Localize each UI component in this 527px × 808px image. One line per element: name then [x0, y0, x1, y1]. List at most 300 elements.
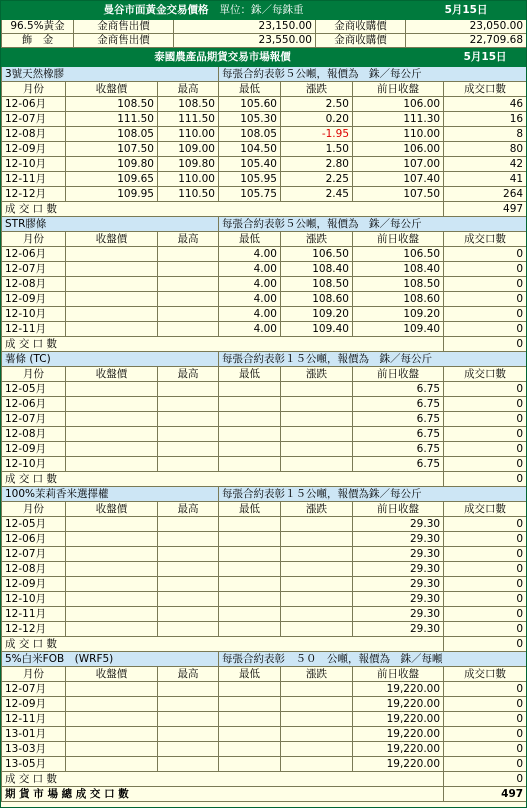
cell-prev-close: 110.00	[353, 127, 444, 142]
futures-date: 5月15日	[444, 49, 527, 67]
cell-low	[219, 427, 281, 442]
column-header-prev-close: 前日收盤	[353, 367, 444, 382]
cell-close	[66, 307, 158, 322]
column-header-low: 最低	[219, 502, 281, 517]
cell-prev-close: 19,220.00	[353, 682, 444, 697]
cell-prev-close: 19,220.00	[353, 697, 444, 712]
grand-total-row	[2, 787, 527, 802]
cell-close: 108.05	[66, 127, 158, 142]
cell-volume: 0	[444, 697, 527, 712]
cell-month: 13-05月	[2, 757, 66, 772]
table-row	[2, 262, 527, 277]
cell-prev-close: 19,220.00	[353, 712, 444, 727]
cell-prev-close: 6.75	[353, 397, 444, 412]
table-row	[2, 412, 527, 427]
cell-high: 110.50	[158, 187, 219, 202]
cell-close	[66, 547, 158, 562]
cell-close: 109.65	[66, 172, 158, 187]
table-row	[2, 592, 527, 607]
cell-close: 109.80	[66, 157, 158, 172]
cell-close: 111.50	[66, 112, 158, 127]
cell-change	[281, 727, 353, 742]
cell-prev-close: 6.75	[353, 412, 444, 427]
table-row	[2, 727, 527, 742]
cell-month: 12-11月	[2, 712, 66, 727]
cell-close	[66, 382, 158, 397]
table-row	[2, 757, 527, 772]
cell-volume: 0	[444, 292, 527, 307]
cell-volume: 0	[444, 247, 527, 262]
cell-volume: 0	[444, 592, 527, 607]
gold-item-name: 飾 金	[2, 34, 74, 48]
cell-prev-close: 108.50	[353, 277, 444, 292]
section-note: 每張合約表彰 ５０ 公噸，報價為 銖／每噸	[219, 652, 527, 667]
cell-high	[158, 277, 219, 292]
cell-change	[281, 382, 353, 397]
cell-prev-close: 29.30	[353, 532, 444, 547]
cell-change: 109.20	[281, 307, 353, 322]
cell-low: 4.00	[219, 247, 281, 262]
gold-item-name: 96.5%黃金	[2, 20, 74, 34]
section-note: 每張合約表彰５公噸，報價為 銖／每公斤	[219, 217, 527, 232]
cell-volume: 0	[444, 322, 527, 337]
cell-close	[66, 757, 158, 772]
cell-prev-close: 19,220.00	[353, 757, 444, 772]
gold-row	[2, 20, 527, 34]
cell-high	[158, 742, 219, 757]
cell-month: 12-12月	[2, 622, 66, 637]
cell-low	[219, 607, 281, 622]
cell-volume: 264	[444, 187, 527, 202]
cell-close	[66, 397, 158, 412]
section-total-value: 497	[444, 202, 527, 217]
cell-prev-close: 19,220.00	[353, 742, 444, 757]
cell-close	[66, 457, 158, 472]
cell-month: 12-07月	[2, 262, 66, 277]
column-header-volume: 成交口數	[444, 367, 527, 382]
cell-volume: 0	[444, 397, 527, 412]
cell-high	[158, 427, 219, 442]
cell-close	[66, 682, 158, 697]
cell-volume: 0	[444, 427, 527, 442]
cell-high	[158, 727, 219, 742]
cell-low	[219, 622, 281, 637]
cell-volume: 0	[444, 547, 527, 562]
table-row	[2, 547, 527, 562]
cell-prev-close: 6.75	[353, 382, 444, 397]
cell-prev-close: 6.75	[353, 427, 444, 442]
cell-low: 104.50	[219, 142, 281, 157]
cell-change: 2.25	[281, 172, 353, 187]
column-header-low: 最低	[219, 367, 281, 382]
cell-change: 108.50	[281, 277, 353, 292]
cell-month: 12-06月	[2, 247, 66, 262]
cell-prev-close: 106.00	[353, 142, 444, 157]
cell-close	[66, 562, 158, 577]
cell-volume: 0	[444, 727, 527, 742]
gold-title: 曼谷市面黃金交易價格	[103, 4, 209, 16]
cell-volume: 0	[444, 607, 527, 622]
cell-high	[158, 622, 219, 637]
cell-change	[281, 607, 353, 622]
table-row	[2, 607, 527, 622]
futures-header-row	[2, 49, 527, 67]
cell-close: 108.50	[66, 97, 158, 112]
cell-volume: 0	[444, 682, 527, 697]
gold-header-row	[2, 2, 527, 20]
cell-prev-close: 109.20	[353, 307, 444, 322]
cell-high	[158, 757, 219, 772]
table-row	[2, 742, 527, 757]
cell-close	[66, 292, 158, 307]
cell-month: 12-07月	[2, 112, 66, 127]
cell-close	[66, 532, 158, 547]
table-row	[2, 517, 527, 532]
cell-prev-close: 19,220.00	[353, 727, 444, 742]
cell-month: 12-08月	[2, 427, 66, 442]
cell-close	[66, 262, 158, 277]
futures-table	[1, 48, 527, 802]
cell-low	[219, 577, 281, 592]
cell-change	[281, 577, 353, 592]
table-row	[2, 712, 527, 727]
gold-buy-label: 金商收購價	[316, 20, 406, 34]
cell-change	[281, 712, 353, 727]
cell-close	[66, 622, 158, 637]
table-row	[2, 127, 527, 142]
cell-low	[219, 457, 281, 472]
section-total-label: 成 交 口 數	[2, 772, 444, 787]
column-header-low: 最低	[219, 82, 281, 97]
column-header-month: 月份	[2, 82, 66, 97]
gold-unit: 單位：銖／每銖重	[219, 4, 304, 16]
table-row	[2, 142, 527, 157]
table-row	[2, 322, 527, 337]
section-name: 5%白米FOB (WRF5)	[2, 652, 219, 667]
table-row	[2, 97, 527, 112]
cell-low: 4.00	[219, 277, 281, 292]
cell-month: 12-06月	[2, 97, 66, 112]
cell-low: 105.40	[219, 157, 281, 172]
cell-month: 12-05月	[2, 517, 66, 532]
cell-low	[219, 592, 281, 607]
section-total-row	[2, 637, 527, 652]
section-total-label: 成 交 口 數	[2, 472, 444, 487]
gold-sell-price: 23,550.00	[174, 34, 316, 48]
section-total-label: 成 交 口 數	[2, 637, 444, 652]
cell-change	[281, 532, 353, 547]
column-header-change: 漲跌	[281, 232, 353, 247]
cell-low	[219, 517, 281, 532]
cell-high: 109.80	[158, 157, 219, 172]
cell-volume: 0	[444, 262, 527, 277]
cell-month: 12-08月	[2, 127, 66, 142]
cell-close	[66, 697, 158, 712]
cell-month: 12-10月	[2, 457, 66, 472]
cell-month: 12-09月	[2, 292, 66, 307]
cell-prev-close: 29.30	[353, 607, 444, 622]
column-header-change: 漲跌	[281, 367, 353, 382]
cell-change: 0.20	[281, 112, 353, 127]
cell-high: 110.00	[158, 172, 219, 187]
cell-low	[219, 532, 281, 547]
cell-low: 4.00	[219, 292, 281, 307]
cell-low	[219, 442, 281, 457]
cell-volume: 0	[444, 307, 527, 322]
section-name: 3號天然橡膠	[2, 67, 219, 82]
column-header-volume: 成交口數	[444, 502, 527, 517]
column-header-close: 收盤價	[66, 502, 158, 517]
column-header-change: 漲跌	[281, 502, 353, 517]
cell-close	[66, 442, 158, 457]
cell-volume: 0	[444, 412, 527, 427]
cell-low	[219, 742, 281, 757]
cell-high	[158, 292, 219, 307]
column-header-high: 最高	[158, 232, 219, 247]
section-note: 每張合約表彰５公噸，報價為 銖／每公斤	[219, 67, 527, 82]
column-header-volume: 成交口數	[444, 82, 527, 97]
cell-low: 4.00	[219, 307, 281, 322]
cell-volume: 0	[444, 442, 527, 457]
section-title-row	[2, 352, 527, 367]
cell-change	[281, 592, 353, 607]
section-name: 100%茉莉香米選擇權	[2, 487, 219, 502]
cell-month: 12-07月	[2, 412, 66, 427]
column-header-month: 月份	[2, 232, 66, 247]
cell-volume: 46	[444, 97, 527, 112]
table-row	[2, 562, 527, 577]
cell-month: 12-11月	[2, 607, 66, 622]
section-total-row	[2, 472, 527, 487]
cell-high	[158, 247, 219, 262]
cell-low: 105.75	[219, 187, 281, 202]
cell-change	[281, 742, 353, 757]
section-title-row	[2, 487, 527, 502]
cell-change: 108.60	[281, 292, 353, 307]
cell-change	[281, 457, 353, 472]
cell-low	[219, 412, 281, 427]
column-header-prev-close: 前日收盤	[353, 232, 444, 247]
table-row	[2, 397, 527, 412]
cell-month: 12-12月	[2, 187, 66, 202]
cell-high	[158, 562, 219, 577]
gold-buy-label: 金商收購價	[316, 34, 406, 48]
column-header-month: 月份	[2, 502, 66, 517]
gold-sell-label: 金商售出價	[74, 34, 174, 48]
cell-high	[158, 457, 219, 472]
cell-high	[158, 532, 219, 547]
column-header-prev-close: 前日收盤	[353, 502, 444, 517]
table-row	[2, 292, 527, 307]
cell-low	[219, 547, 281, 562]
column-header-high: 最高	[158, 667, 219, 682]
gold-buy-price: 22,709.68	[406, 34, 527, 48]
column-header-change: 漲跌	[281, 82, 353, 97]
column-header-month: 月份	[2, 667, 66, 682]
cell-prev-close: 109.40	[353, 322, 444, 337]
cell-prev-close: 108.40	[353, 262, 444, 277]
cell-change: 2.45	[281, 187, 353, 202]
cell-change: 2.50	[281, 97, 353, 112]
cell-high	[158, 307, 219, 322]
cell-month: 12-09月	[2, 442, 66, 457]
section-total-value: 0	[444, 637, 527, 652]
cell-close	[66, 412, 158, 427]
cell-prev-close: 6.75	[353, 442, 444, 457]
cell-close	[66, 607, 158, 622]
column-header-close: 收盤價	[66, 232, 158, 247]
gold-title-cell	[2, 2, 406, 20]
section-total-row	[2, 772, 527, 787]
cell-month: 12-09月	[2, 142, 66, 157]
cell-volume: 0	[444, 562, 527, 577]
table-row	[2, 277, 527, 292]
cell-month: 12-10月	[2, 307, 66, 322]
cell-month: 12-09月	[2, 577, 66, 592]
section-name: 薯條 (TC)	[2, 352, 219, 367]
grand-total-label: 期 貨 市 場 總 成 交 口 數	[2, 787, 444, 802]
cell-month: 12-10月	[2, 592, 66, 607]
cell-close	[66, 712, 158, 727]
cell-low	[219, 397, 281, 412]
cell-close	[66, 592, 158, 607]
cell-high	[158, 697, 219, 712]
cell-prev-close: 29.30	[353, 577, 444, 592]
cell-high	[158, 442, 219, 457]
cell-low: 105.95	[219, 172, 281, 187]
cell-month: 12-10月	[2, 157, 66, 172]
table-row	[2, 682, 527, 697]
section-total-row	[2, 202, 527, 217]
cell-high	[158, 682, 219, 697]
section-total-label: 成 交 口 數	[2, 202, 444, 217]
table-row	[2, 532, 527, 547]
cell-close	[66, 577, 158, 592]
section-note: 每張合約表彰１５公噸，報價為 銖／每公斤	[219, 352, 527, 367]
table-row	[2, 172, 527, 187]
cell-high	[158, 412, 219, 427]
cell-volume: 0	[444, 757, 527, 772]
gold-buy-price: 23,050.00	[406, 20, 527, 34]
cell-volume: 0	[444, 532, 527, 547]
gold-date: 5月15日	[406, 2, 527, 20]
column-header-prev-close: 前日收盤	[353, 667, 444, 682]
cell-change	[281, 682, 353, 697]
section-total-label: 成 交 口 數	[2, 337, 444, 352]
cell-volume: 0	[444, 382, 527, 397]
futures-title: 泰國農產品期貨交易市場報價	[2, 49, 444, 67]
section-total-value: 0	[444, 772, 527, 787]
cell-prev-close: 29.30	[353, 517, 444, 532]
cell-low	[219, 697, 281, 712]
cell-change: 108.40	[281, 262, 353, 277]
cell-low	[219, 682, 281, 697]
cell-month: 12-08月	[2, 277, 66, 292]
cell-prev-close: 108.60	[353, 292, 444, 307]
column-header-row	[2, 502, 527, 517]
column-header-high: 最高	[158, 502, 219, 517]
cell-high	[158, 592, 219, 607]
column-header-close: 收盤價	[66, 667, 158, 682]
cell-volume: 0	[444, 622, 527, 637]
cell-volume: 0	[444, 277, 527, 292]
cell-volume: 16	[444, 112, 527, 127]
cell-change: 106.50	[281, 247, 353, 262]
cell-month: 13-03月	[2, 742, 66, 757]
cell-high: 109.00	[158, 142, 219, 157]
gold-sell-price: 23,150.00	[174, 20, 316, 34]
cell-low	[219, 727, 281, 742]
column-header-row	[2, 367, 527, 382]
column-header-prev-close: 前日收盤	[353, 82, 444, 97]
cell-month: 12-11月	[2, 322, 66, 337]
cell-month: 12-09月	[2, 697, 66, 712]
cell-close	[66, 277, 158, 292]
cell-high	[158, 607, 219, 622]
cell-high: 108.50	[158, 97, 219, 112]
cell-high	[158, 547, 219, 562]
cell-volume: 0	[444, 577, 527, 592]
cell-month: 12-07月	[2, 682, 66, 697]
cell-month: 12-11月	[2, 172, 66, 187]
cell-prev-close: 29.30	[353, 592, 444, 607]
cell-close	[66, 427, 158, 442]
section-title-row	[2, 217, 527, 232]
cell-volume: 80	[444, 142, 527, 157]
column-header-close: 收盤價	[66, 82, 158, 97]
cell-close	[66, 517, 158, 532]
cell-prev-close: 6.75	[353, 457, 444, 472]
cell-low	[219, 382, 281, 397]
section-total-value: 0	[444, 337, 527, 352]
cell-close: 109.95	[66, 187, 158, 202]
cell-low: 105.30	[219, 112, 281, 127]
cell-change	[281, 442, 353, 457]
column-header-row	[2, 82, 527, 97]
column-header-change: 漲跌	[281, 667, 353, 682]
cell-high	[158, 712, 219, 727]
cell-low: 4.00	[219, 262, 281, 277]
cell-high	[158, 382, 219, 397]
cell-close: 107.50	[66, 142, 158, 157]
cell-volume: 8	[444, 127, 527, 142]
cell-month: 12-08月	[2, 562, 66, 577]
table-row	[2, 442, 527, 457]
table-row	[2, 427, 527, 442]
cell-prev-close: 29.30	[353, 547, 444, 562]
cell-high: 110.00	[158, 127, 219, 142]
cell-change	[281, 547, 353, 562]
cell-low: 4.00	[219, 322, 281, 337]
cell-close	[66, 742, 158, 757]
column-header-month: 月份	[2, 367, 66, 382]
table-row	[2, 307, 527, 322]
cell-high	[158, 577, 219, 592]
cell-volume: 41	[444, 172, 527, 187]
cell-change: -1.95	[281, 127, 353, 142]
table-row	[2, 382, 527, 397]
cell-low	[219, 757, 281, 772]
cell-close	[66, 247, 158, 262]
cell-change: 109.40	[281, 322, 353, 337]
section-name: STR膠條	[2, 217, 219, 232]
column-header-low: 最低	[219, 232, 281, 247]
cell-month: 12-06月	[2, 397, 66, 412]
cell-prev-close: 106.00	[353, 97, 444, 112]
gold-sell-label: 金商售出價	[74, 20, 174, 34]
table-row	[2, 697, 527, 712]
cell-high	[158, 262, 219, 277]
